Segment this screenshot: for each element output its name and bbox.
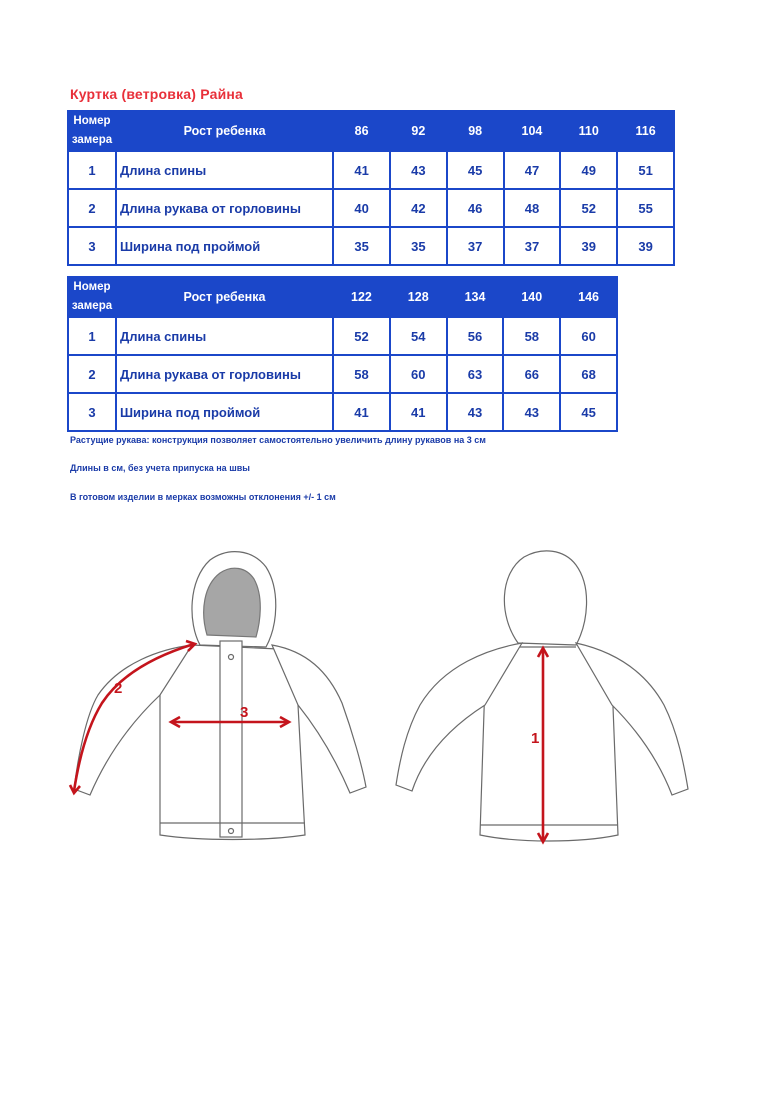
- measure-number: 1: [68, 151, 116, 189]
- table-cell: 60: [560, 317, 617, 355]
- table-cell: 52: [333, 317, 390, 355]
- table-header-row: [68, 277, 617, 317]
- header-child-height: Рост ребенка: [116, 277, 333, 317]
- jacket-diagram: [60, 545, 710, 855]
- measure-number: 2: [68, 189, 116, 227]
- measure-number: 1: [68, 317, 116, 355]
- header-size: 92: [390, 111, 447, 151]
- table-cell: 46: [447, 189, 504, 227]
- header-size: 140: [503, 277, 560, 317]
- size-table-1: [67, 110, 675, 266]
- table-cell: 52: [560, 189, 617, 227]
- table-cell: 49: [560, 151, 617, 189]
- header-size: 122: [333, 277, 390, 317]
- measure-label: Длина рукава от горловины: [116, 189, 333, 227]
- table-cell: 43: [390, 151, 447, 189]
- table-row: [68, 151, 674, 189]
- measure-label: Длина спины: [116, 317, 333, 355]
- table-cell: 68: [560, 355, 617, 393]
- table-cell: 45: [560, 393, 617, 431]
- measure-label: Длина рукава от горловины: [116, 355, 333, 393]
- header-measure-number: Номер замера: [68, 111, 116, 151]
- note-growing-sleeves: Растущие рукава: конструкция позволяет самостоятельно увеличить длину рукавов на 3 см: [70, 435, 486, 445]
- table-cell: 58: [333, 355, 390, 393]
- table-cell: 41: [333, 393, 390, 431]
- table-cell: 43: [447, 393, 504, 431]
- header-size: 110: [560, 111, 617, 151]
- table-row: [68, 227, 674, 265]
- measure-marker-2: 2: [114, 680, 123, 697]
- header-size: 116: [617, 111, 674, 151]
- table-cell: 66: [503, 355, 560, 393]
- table-cell: 40: [333, 189, 390, 227]
- header-size: 104: [504, 111, 561, 151]
- measure-label: Ширина под проймой: [116, 227, 333, 265]
- table-cell: 41: [390, 393, 447, 431]
- table-row: [68, 317, 617, 355]
- table-cell: 42: [390, 189, 447, 227]
- table-cell: 48: [504, 189, 561, 227]
- table-cell: 37: [504, 227, 561, 265]
- table-row: [68, 355, 617, 393]
- table-cell: 45: [447, 151, 504, 189]
- table-row: [68, 189, 674, 227]
- table-cell: 63: [447, 355, 504, 393]
- header-size: 86: [333, 111, 390, 151]
- table-cell: 56: [447, 317, 504, 355]
- measure-number: 3: [68, 227, 116, 265]
- page-title: Куртка (ветровка) Райна: [70, 86, 244, 102]
- table-cell: 58: [503, 317, 560, 355]
- measure-marker-3: 3: [240, 704, 249, 721]
- table-cell: 35: [333, 227, 390, 265]
- note-units: Длины в см, без учета припуска на швы: [70, 463, 250, 473]
- size-table-2: [67, 276, 618, 432]
- header-size: 146: [560, 277, 617, 317]
- table-cell: 55: [617, 189, 674, 227]
- table-cell: 54: [390, 317, 447, 355]
- table-cell: 47: [504, 151, 561, 189]
- measure-number: 3: [68, 393, 116, 431]
- table-cell: 41: [333, 151, 390, 189]
- table-row: [68, 393, 617, 431]
- table-cell: 37: [447, 227, 504, 265]
- header-size: 98: [447, 111, 504, 151]
- header-size: 134: [447, 277, 504, 317]
- header-size: 128: [390, 277, 447, 317]
- note-tolerance: В готовом изделии в мерках возможны отклонения +/- 1 см: [70, 492, 336, 502]
- header-measure-number: Номер замера: [68, 277, 116, 317]
- table-cell: 51: [617, 151, 674, 189]
- table-cell: 60: [390, 355, 447, 393]
- measure-label: Длина спины: [116, 151, 333, 189]
- measure-label: Ширина под проймой: [116, 393, 333, 431]
- header-child-height: Рост ребенка: [116, 111, 333, 151]
- table-cell: 35: [390, 227, 447, 265]
- table-header-row: [68, 111, 674, 151]
- table-cell: 39: [560, 227, 617, 265]
- measure-marker-1: 1: [531, 730, 540, 747]
- measure-number: 2: [68, 355, 116, 393]
- table-cell: 39: [617, 227, 674, 265]
- table-cell: 43: [503, 393, 560, 431]
